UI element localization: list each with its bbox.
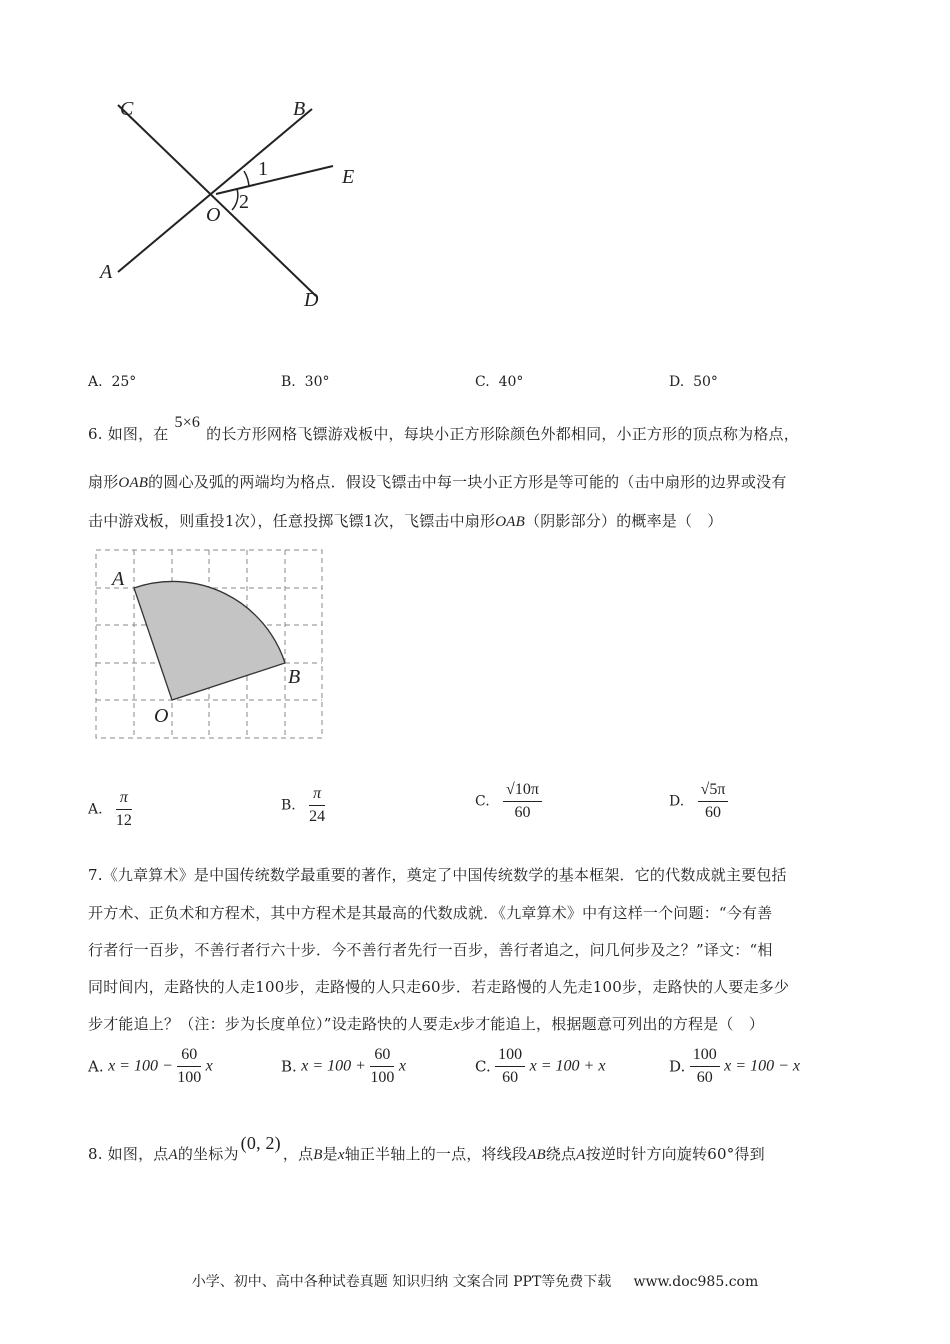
angle-1-arc bbox=[244, 171, 249, 187]
q7-option-c: C. $\frac{100}{60}$ x = 100 + x bbox=[475, 1046, 606, 1086]
label-o: O bbox=[206, 204, 221, 226]
angle-2-arc bbox=[232, 189, 238, 210]
label-c: C bbox=[120, 98, 134, 120]
q7-line-1: 7.《九章算术》是中国传统数学最重要的著作，奠定了中国传统数学的基本框架．它的代数成就主要包括 bbox=[88, 866, 787, 884]
footer-url[interactable]: www.doc985.com bbox=[633, 1274, 759, 1290]
q7-line-3: 行者行一百步，不善行者行六十步．今不善行者先行一百步，善行者追之，问几何步及之？”译文：“相 bbox=[88, 941, 773, 959]
q6-line-3: 击中游戏板，则重投1次），任意投掷飞镖1次，飞镖击中扇形OAB（阴影部分）的概率是（ ） bbox=[88, 512, 723, 530]
footer-text: 小学、初中、高中各种试卷真题 知识归纳 文案合同 PPT等免费下载 bbox=[191, 1274, 612, 1290]
q8-line-1: 8. 如图，点A的坐标为(0, 2)，点B是x轴正半轴上的一点，将线段AB绕点A按逆时针方向旋转60°得到 bbox=[88, 1133, 765, 1163]
q7-line-2: 开方术、正负术和方程术，其中方程术是其最高的代数成就．《九章算术》中有这样一个问题：“今有善 bbox=[88, 904, 773, 922]
q7-option-a: A. x = 100 − $\frac{60}{100}$ x bbox=[88, 1046, 213, 1086]
q7-line-5: 步才能追上？（注：步为长度单位）”设走路快的人要走x步才能追上，根据题意可列出的方程是（ ） bbox=[88, 1015, 765, 1033]
label-2: 2 bbox=[239, 191, 249, 213]
sector-oab bbox=[134, 581, 285, 700]
label-e: E bbox=[342, 166, 355, 188]
q7-option-b: B. x = 100 + $\frac{60}{100}$ x bbox=[281, 1046, 406, 1086]
q5-option-c: C. 40° bbox=[475, 374, 524, 390]
label-o: O bbox=[154, 705, 169, 727]
q6-option-c: C. $\frac{√10\pi}{60}$ bbox=[475, 781, 542, 822]
label-b: B bbox=[288, 666, 301, 688]
q5-option-b: B. 30° bbox=[281, 374, 330, 390]
q6-option-a: A. $\frac{\pi}{12}$ bbox=[88, 789, 132, 829]
label-a: A bbox=[100, 261, 113, 283]
line-cd bbox=[118, 105, 316, 296]
label-1: 1 bbox=[258, 158, 268, 180]
label-a: A bbox=[112, 568, 125, 590]
q6-option-b: B. $\frac{\pi}{24}$ bbox=[281, 785, 326, 825]
q5-angle-figure bbox=[90, 90, 380, 320]
q5-option-a: A. 25° bbox=[88, 374, 137, 390]
q6-option-d: D. $\frac{√5\pi}{60}$ bbox=[669, 781, 728, 822]
q7-option-d: D. $\frac{100}{60}$ x = 100 − x bbox=[669, 1046, 800, 1086]
label-b: B bbox=[293, 98, 306, 120]
q7-line-4: 同时间内，走路快的人走100步，走路慢的人只走60步．若走路慢的人先走100步，走路快的人要走多少 bbox=[88, 978, 790, 996]
q5-option-d: D. 50° bbox=[669, 374, 718, 390]
q6-line-1: 6. 如图，在5×6的长方形网格飞镖游戏板中，每块小正方形除颜色外都相同，小正方形的顶点称为格点， bbox=[88, 414, 799, 443]
q6-dartboard-figure bbox=[90, 545, 330, 745]
q6-line-2: 扇形OAB的圆心及弧的两端均为格点．假设飞镖击中每一块小正方形是等可能的（击中扇形的边界或没有 bbox=[88, 473, 787, 491]
label-d: D bbox=[304, 289, 319, 311]
ray-oe bbox=[216, 166, 333, 194]
page-footer bbox=[0, 1271, 950, 1291]
